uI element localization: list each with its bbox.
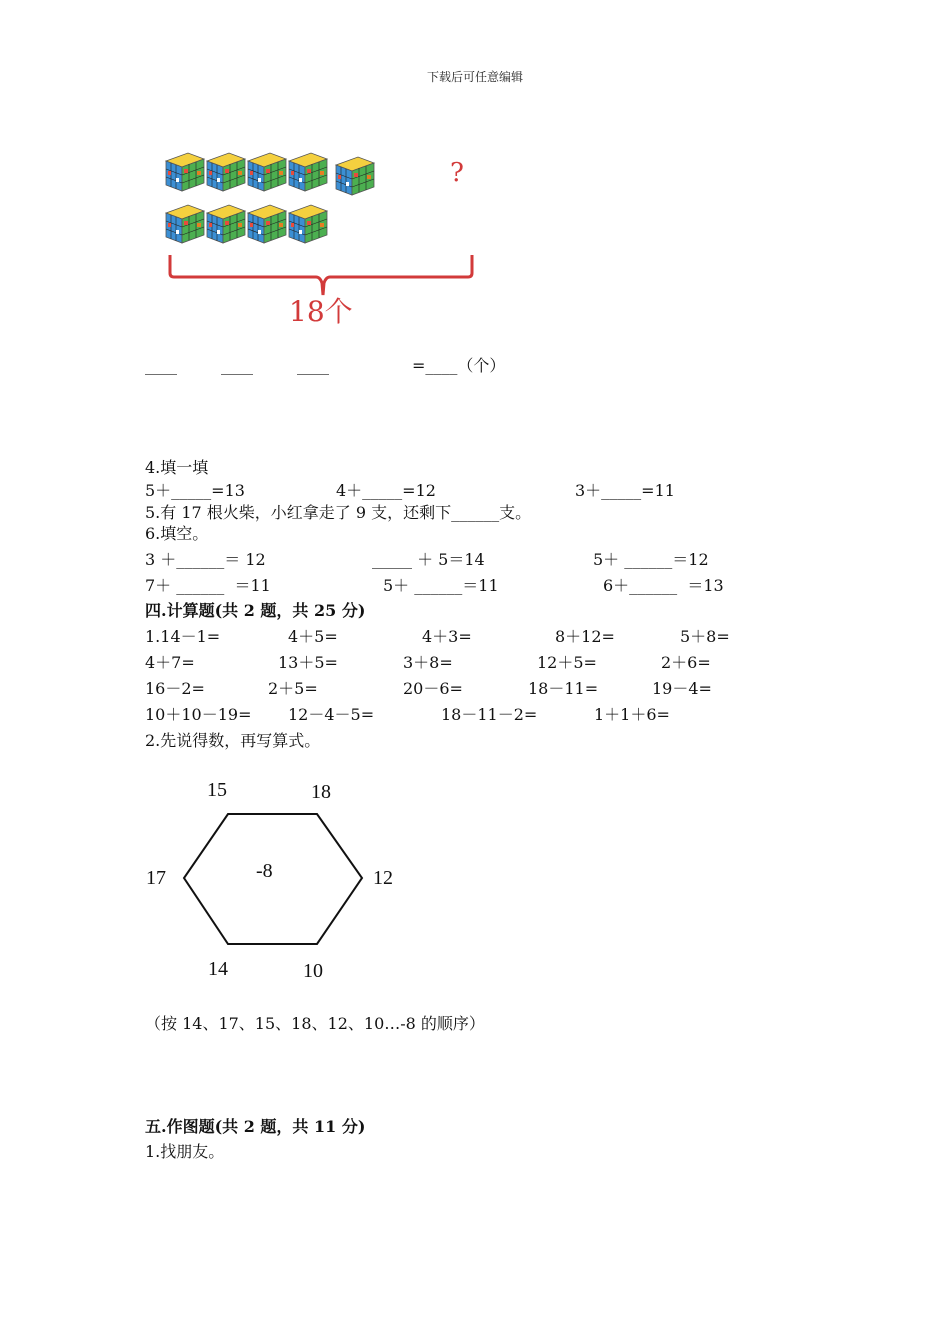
cube-icon — [289, 153, 327, 191]
calc-item: 10＋10－19= — [145, 705, 252, 724]
q6-title: 6.填空。 — [145, 524, 209, 543]
q6-item[interactable]: 6＋______ ＝13 — [603, 576, 724, 595]
q1-title: 1.找朋友。 — [145, 1142, 225, 1161]
calc-item: 5＋8= — [680, 627, 730, 646]
page-header: 下载后可任意编辑 — [426, 70, 523, 84]
q4-item[interactable]: 3＋_____=11 — [575, 481, 675, 500]
hex-center: -8 — [256, 860, 273, 882]
cube-icon — [207, 205, 245, 243]
hex-number: 10 — [303, 960, 323, 982]
calc-item: 2＋5= — [268, 679, 318, 698]
calc-item: 1.14－1= — [145, 627, 221, 646]
hexagon-shape — [180, 808, 370, 950]
cube-icon — [166, 205, 204, 243]
q2-title: 2.先说得数，再写算式。 — [145, 731, 321, 750]
calc-item: 3＋8= — [403, 653, 453, 672]
order-note: （按 14、17、15、18、12、10…-8 的顺序） — [145, 1014, 485, 1033]
q6-item[interactable]: _____ ＋ 5＝14 — [372, 550, 485, 569]
q4-item[interactable]: 4＋_____=12 — [336, 481, 436, 500]
q6-item[interactable]: 5＋ ______＝11 — [383, 576, 499, 595]
calc-item: 19－4= — [652, 679, 712, 698]
section-title: 五.作图题(共 2 题，共 11 分) — [145, 1117, 366, 1136]
q5-text[interactable]: 5.有 17 根火柴，小红拿走了 9 支，还剩下______支。 — [145, 503, 532, 522]
total-label: 18个 — [289, 295, 353, 328]
cube-icon — [289, 205, 327, 243]
calc-item: 12＋5= — [537, 653, 597, 672]
calc-item: 13＋5= — [278, 653, 338, 672]
q4-item[interactable]: 5＋_____=13 — [145, 481, 245, 500]
calc-item: 1＋1＋6= — [594, 705, 670, 724]
calc-item: 16－2= — [145, 679, 205, 698]
q4-title: 4.填一填 — [145, 458, 209, 477]
answer-blank-1[interactable]: ____ — [145, 356, 177, 375]
answer-result[interactable]: =____（个） — [412, 356, 506, 375]
brace-shape — [170, 255, 472, 295]
cube-icon — [248, 205, 286, 243]
q6-item[interactable]: 7＋ ______ ＝11 — [145, 576, 271, 595]
cube-icon — [207, 153, 245, 191]
calc-item: 4＋5= — [288, 627, 338, 646]
section-title: 四.计算题(共 2 题，共 25 分) — [145, 601, 366, 620]
answer-blank-2[interactable]: ____ — [221, 356, 253, 375]
calc-item: 20－6= — [403, 679, 463, 698]
hex-number: 15 — [207, 779, 227, 801]
cube-icon — [166, 153, 204, 191]
cube-icon — [248, 153, 286, 191]
hex-number: 14 — [208, 958, 228, 980]
calc-item: 8＋12= — [555, 627, 615, 646]
calc-item: 18－11= — [528, 679, 599, 698]
q6-item[interactable]: 5＋ ______＝12 — [593, 550, 709, 569]
calc-item: 18－11－2= — [441, 705, 538, 724]
calc-item: 4＋3= — [422, 627, 472, 646]
q6-item[interactable]: 3 ＋______＝ 12 — [145, 550, 266, 569]
cube-icon — [336, 157, 374, 195]
hex-number: 17 — [146, 867, 166, 889]
calc-item: 12－4－5= — [288, 705, 375, 724]
hex-number: 12 — [373, 867, 393, 889]
question-mark: ? — [450, 158, 464, 188]
answer-blank-3[interactable]: ____ — [297, 356, 329, 375]
hex-number: 18 — [311, 781, 331, 803]
calc-item: 4＋7= — [145, 653, 195, 672]
calc-item: 2＋6= — [661, 653, 711, 672]
